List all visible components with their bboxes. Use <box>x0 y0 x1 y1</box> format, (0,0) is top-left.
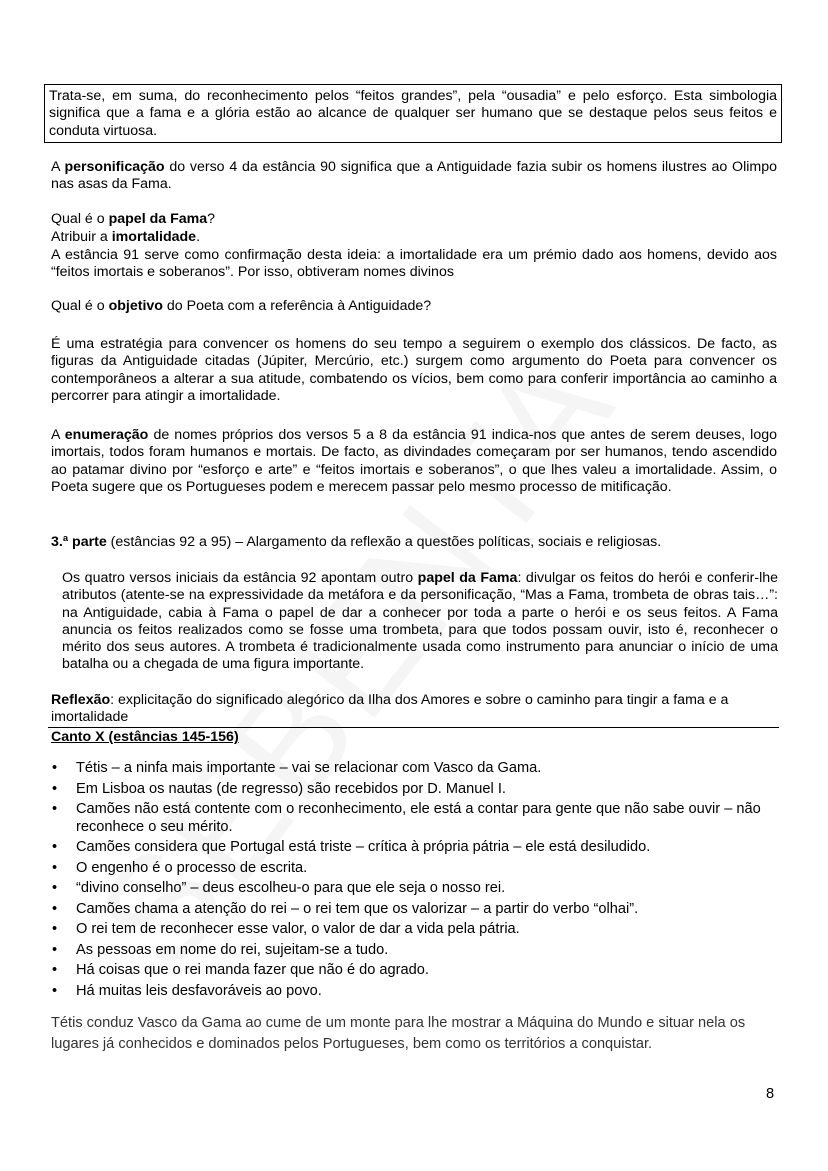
estancia-91-paragraph: A estância 91 serve como confirmação desta ideia: a imortalidade era um prémio dado aos homens, devido aos “feitos imortais e soberanos”. Por isso, obtiveram nomes divinos <box>51 247 777 281</box>
list-item-text: Tétis – a ninfa mais importante – vai se relacionar com Vasco da Gama. <box>76 760 542 776</box>
list-item <box>51 760 778 778</box>
list-item <box>51 901 778 919</box>
bullet-icon: • <box>52 780 58 797</box>
bullet-icon: • <box>52 900 58 917</box>
list-item <box>51 983 778 1001</box>
list-item <box>51 839 778 857</box>
bullet-icon: • <box>52 801 58 817</box>
bullet-icon: • <box>52 982 58 999</box>
canto-x-list <box>51 760 778 1003</box>
personificacao-paragraph <box>51 159 777 194</box>
term-papel-fama: papel da Fama <box>108 211 208 227</box>
text: ? <box>207 211 216 227</box>
summary-box <box>44 84 782 143</box>
list-item-text: As pessoas em nome do rei, sujeitam-se a tudo. <box>76 941 389 958</box>
term-imortalidade: imortalidade <box>111 229 197 245</box>
term-reflexao: Reflexão <box>51 692 111 708</box>
text: . <box>196 229 201 245</box>
enumeracao-paragraph <box>51 427 777 496</box>
list-item <box>51 962 778 980</box>
answer-imortalidade <box>51 229 777 246</box>
list-item <box>51 781 778 799</box>
text: : explicitação do significado alegórico da Ilha dos Amores e sobre o caminho para tingir a fama e a imortalidade <box>51 692 729 726</box>
list-item <box>51 860 778 878</box>
text: (estâncias 92 a 95) – Alargamento da reflexão a questões políticas, sociais e religiosas. <box>106 534 662 550</box>
list-item <box>51 880 778 898</box>
text: A <box>51 159 65 175</box>
term-personificacao: personificação <box>64 159 165 175</box>
canto-x-heading <box>51 729 239 746</box>
text: de nomes próprios dos versos 5 a 8 da estância 91 indica-nos que antes de serem deuses, logo imortais, todos foram humanos e mortais. De facto, as divindades começaram por ser humanos, tendo ascendido ao patamar divino por “esforço e arte” e “feitos imortais e soberanos”, o que lhes valeu a imortalidade. Assim, o Poeta sugere que os Portugueses podem e merecem passar pelo mesmo processo de mitificação. <box>51 427 777 495</box>
list-item-text: O rei tem de reconhecer esse valor, o valor de dar a vida pela pátria. <box>76 921 520 937</box>
page-number: 8 <box>766 1086 775 1102</box>
text: Qual é o <box>51 211 109 227</box>
question-objetivo <box>51 298 777 315</box>
bullet-icon: • <box>52 921 58 937</box>
bullet-icon: • <box>52 962 58 978</box>
quatro-versos-paragraph <box>62 570 778 674</box>
term-objetivo: objetivo <box>108 298 163 314</box>
estrategia-paragraph: É uma estratégia para convencer os homens do seu tempo a seguirem o exemplo dos clássicos. De facto, as figuras da Antiguidade citadas (Júpiter, Mercúrio, etc.) surgem como argumento do Poeta para convencer os contemporâneos a alterar a sua atitude, combatendo os vícios, bem como para conferir importância ao caminho a percorrer para atingir a imortalidade. <box>51 336 777 404</box>
text: Atribuir a <box>51 229 112 245</box>
list-item-text: O engenho é o processo de escrita. <box>76 859 308 876</box>
question-papel-fama <box>51 211 777 228</box>
list-item-text: Camões considera que Portugal está triste – crítica à própria pátria – ele está desiludido. <box>76 839 651 855</box>
bullet-icon: • <box>52 859 58 876</box>
bullet-icon: • <box>52 839 58 855</box>
list-item-text: Camões chama a atenção do rei – o rei tem que os valorizar – a partir do verbo “olhai”. <box>76 900 639 917</box>
list-item-text: “divino conselho” – deus escolheu-o para que ele seja o nosso rei. <box>76 880 506 896</box>
bullet-icon: • <box>52 941 58 958</box>
list-item-text: Há muitas leis desfavoráveis ao povo. <box>76 982 322 999</box>
text: Os quatro versos iniciais da estância 92 apontam outro <box>62 570 418 586</box>
bullet-icon: • <box>52 880 58 896</box>
list-item <box>51 801 778 836</box>
canto-x-title: Canto X (estâncias 145-156) <box>51 729 239 745</box>
list-item-text: Em Lisboa os nautas (de regresso) são recebidos por D. Manuel I. <box>76 780 506 797</box>
list-item <box>51 942 778 960</box>
text: do verso 4 da estância 90 significa que a Antiguidade fazia subir os homens ilustres ao Olimpo nas asas da Fama. <box>51 159 777 193</box>
list-item <box>51 921 778 939</box>
reflexao-paragraph <box>51 692 777 727</box>
text: A <box>51 427 65 443</box>
list-item-text: Há coisas que o rei manda fazer que não é do agrado. <box>76 962 429 978</box>
term-papel-fama: papel da Fama <box>417 570 518 586</box>
text: : divulgar os feitos do herói e conferir-lhe atributos (atente-se na expressividade da metáfora e da personificação, “Mas a Fama, trombeta de obras tais…”: na Antiguidade, cabia à Fama o papel de dar a conhecer por toda a parte o herói e os seus feitos. A Fama anuncia os feitos realizados como se fosse uma trombeta, para que todos possam ouvir, isto é, reconhecer o mérito dos seus autores. A trombeta é tradicionalmente usada como instrumento para anunciar o início de uma batalha ou a chegada de uma figura importante. <box>62 570 779 673</box>
summary-text: Trata-se, em suma, do reconhecimento pelos “feitos grandes”, pela “ousadia” e pelo esforço. Esta simbologia significa que a fama e a glória estão ao alcance de qualquer ser humano que se destaque pelos seus feitos e conduta virtuosa. <box>49 88 777 139</box>
term-enumeracao: enumeração <box>64 427 149 443</box>
list-item-text: Camões não está contente com o reconhecimento, ele está a contar para gente que não sabe ouvir – não reconhece o seu mérito. <box>76 801 761 835</box>
text: do Poeta com a referência à Antiguidade? <box>162 298 432 314</box>
term-parte-3: 3.ª parte <box>51 534 107 550</box>
section-divider <box>48 727 779 728</box>
text: Qual é o <box>51 298 109 314</box>
parte-3-heading <box>51 534 777 551</box>
tetis-paragraph: Tétis conduz Vasco da Gama ao cume de um monte para lhe mostrar a Máquina do Mundo e situar nela os lugares já conhecidos e dominados pelos Portugueses, bem como os territórios a conquistar. <box>51 1015 746 1052</box>
bullet-icon: • <box>52 760 58 776</box>
